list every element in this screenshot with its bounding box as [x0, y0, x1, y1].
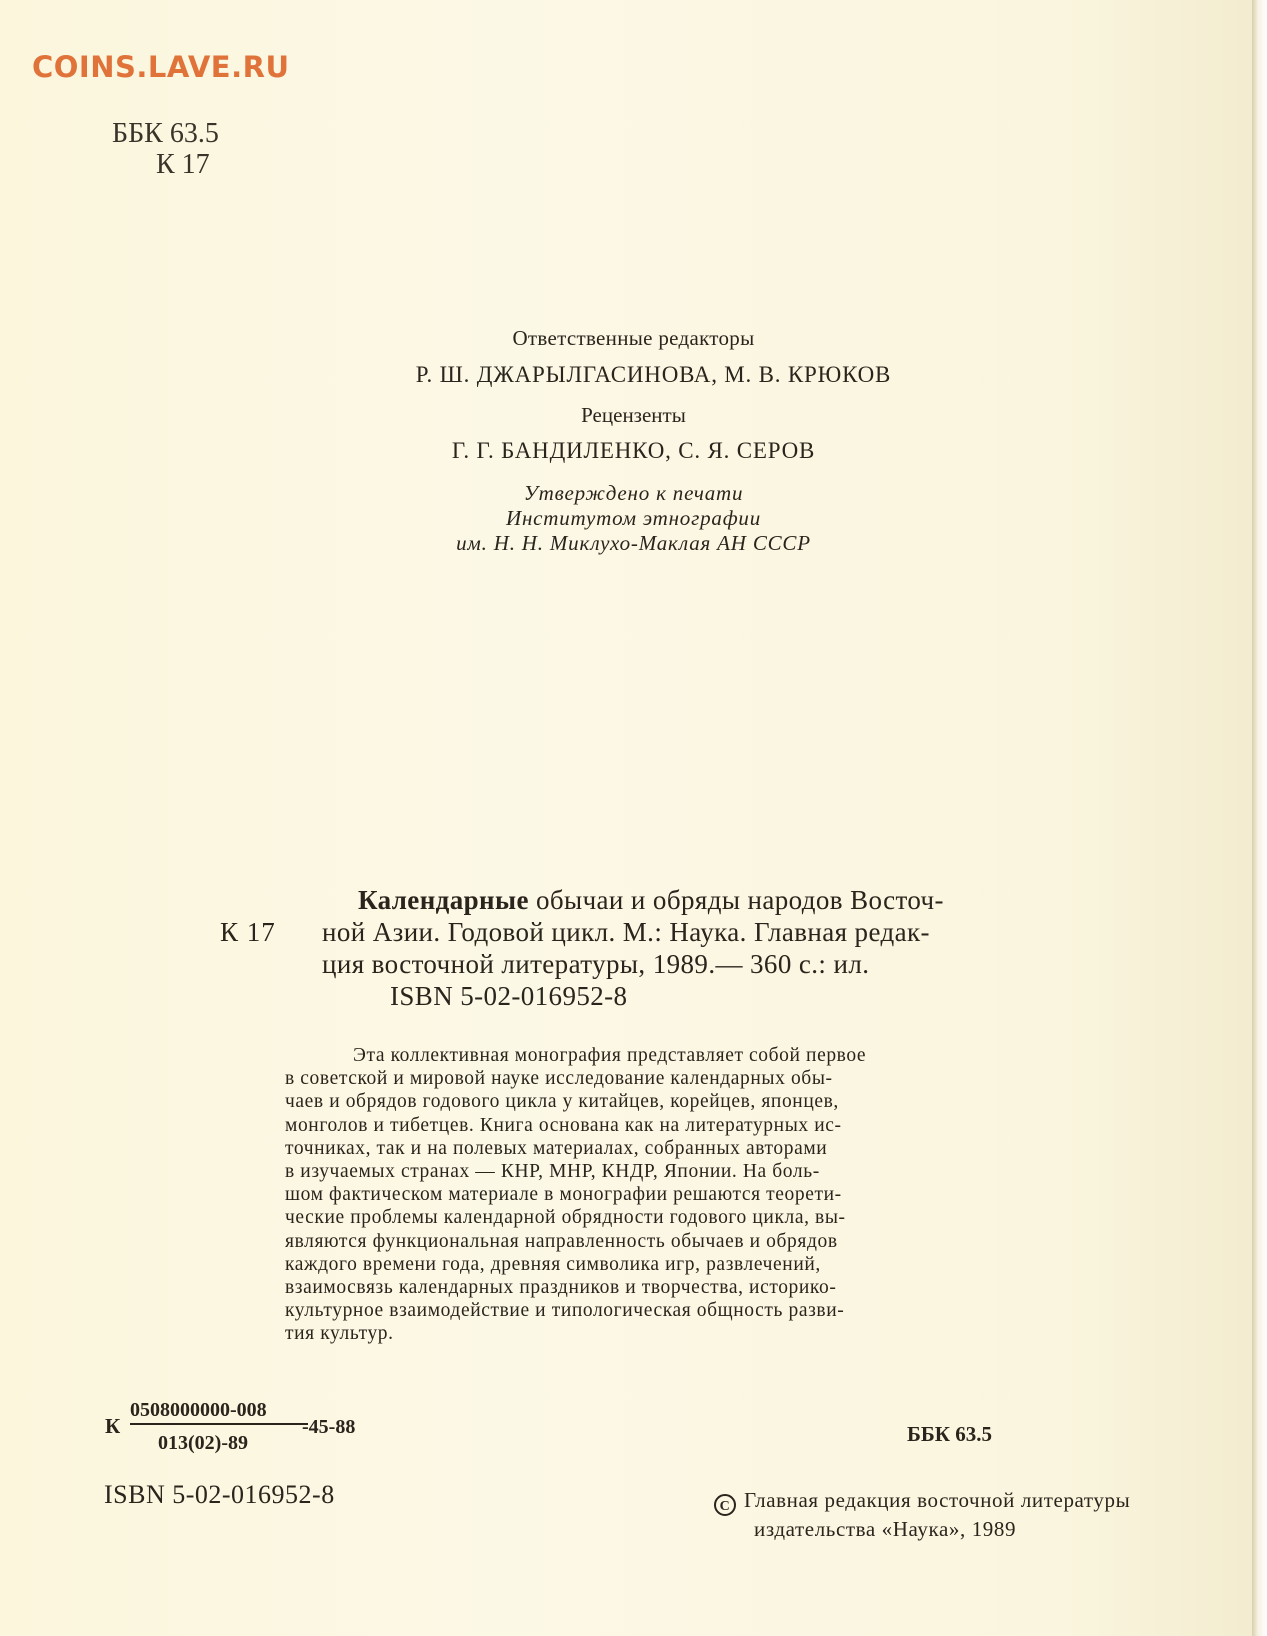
abstract-line: являются функциональная направленность обычаев и обрядов — [285, 1230, 838, 1252]
abstract-line: чаев и обрядов годового цикла у китайцев, корейцев, японцев, — [285, 1091, 839, 1113]
copyright-line-1 — [714, 1487, 1130, 1516]
bibliographic-code: К 17 — [220, 917, 276, 947]
abstract-line: взаимосвязь календарных праздников и творчества, историко- — [285, 1277, 837, 1299]
biblio-line-2: ной Азии. Годовой цикл. М.: Наука. Главная редак- — [322, 917, 930, 947]
biblio-title-rest: обычаи и обряды народов Восточ- — [528, 885, 944, 915]
bibliographic-record — [322, 884, 1022, 1012]
approval-note — [0, 481, 1267, 556]
abstract-line: Эта коллективная монография представляет собой первое — [353, 1045, 867, 1066]
index-denominator: 013(02)-89 — [158, 1432, 248, 1454]
abstract-line: шом фактическом материале в монографии решаются теорети- — [285, 1184, 842, 1206]
abstract-line: в изучаемых странах — КНР, МНР, КНДР, Японии. На боль- — [285, 1161, 820, 1183]
abstract-line: в советской и мировой науке исследование календарных обы- — [285, 1068, 833, 1090]
biblio-line-3: ция восточной литературы, 1989.— 360 с.: ил. — [322, 949, 870, 979]
reviewers-names: Г. Г. БАНДИЛЕНКО, С. Я. СЕРОВ — [451, 438, 816, 463]
page-edge — [1252, 0, 1267, 1636]
biblio-line-1 — [322, 884, 1022, 916]
approval-line-3: им. Н. Н. Миклухо-Маклая АН СССР — [456, 531, 811, 555]
bbk-code-bottom: ББК 63.5 — [907, 1422, 992, 1446]
abstract-line: ческие проблемы календарной обрядности годового цикла, вы- — [285, 1207, 846, 1229]
editors-names: Р. Ш. ДЖАРЫЛГАСИНОВА, М. В. КРЮКОВ — [415, 362, 892, 387]
approval-line-2: Институтом этнографии — [505, 506, 762, 530]
approval-line-1: Утверждено к печати — [523, 481, 744, 505]
abstract-line: тия культур. — [285, 1323, 394, 1345]
index-letter: К — [105, 1414, 121, 1438]
biblio-title-word: Календарные — [358, 885, 529, 915]
author-mark: К 17 — [156, 149, 210, 180]
watermark-text: COINS.LAVE.RU — [32, 50, 290, 84]
reviewers-label: Рецензенты — [581, 403, 686, 427]
bbk-line: ББК 63.5 — [112, 118, 219, 149]
abstract-line: каждого времени года, древняя символика игр, развлечений, — [285, 1253, 821, 1275]
isbn-bottom: ISBN 5-02-016952-8 — [104, 1480, 335, 1509]
editors-label: Ответственные редакторы — [512, 326, 755, 350]
abstract-line: культурное взаимодействие и типологическая общность разви- — [285, 1300, 845, 1322]
abstract — [285, 1044, 1020, 1346]
bbk-code-top — [112, 118, 219, 180]
index-suffix: -45-88 — [302, 1416, 356, 1438]
copyright-text-1: Главная редакция восточной литературы — [744, 1488, 1131, 1512]
abstract-line: монголов и тибетцев. Книга основана как на литературных ис- — [285, 1114, 842, 1136]
index-fraction — [130, 1398, 308, 1455]
copyright-line-2: издательства «Наука», 1989 — [754, 1517, 1017, 1541]
abstract-line: точниках, так и на полевых материалах, собранных авторами — [285, 1137, 828, 1159]
index-numerator: 0508000000-008 — [130, 1398, 308, 1425]
biblio-isbn: ISBN 5-02-016952-8 — [390, 981, 628, 1011]
copyright-notice — [714, 1487, 1130, 1542]
copyright-icon: C — [714, 1494, 736, 1516]
